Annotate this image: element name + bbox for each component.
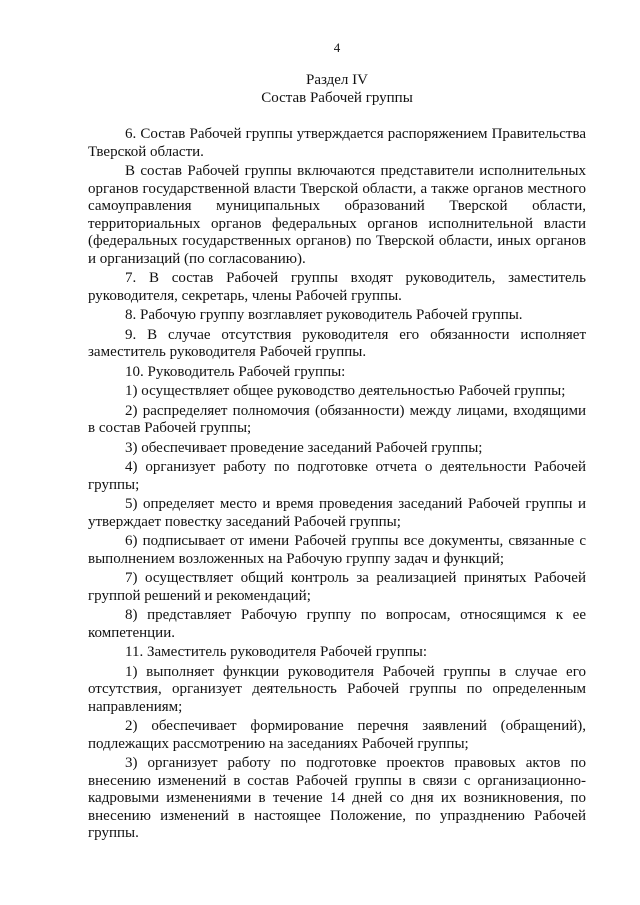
list-item: 8) представляет Рабочую группу по вопросам, относящимся к ее компетенции.: [88, 607, 586, 641]
list-item: 5) определяет место и время проведения заседаний Рабочей группы и утверждает повестку заседаний Рабочей группы;: [88, 496, 586, 530]
list-item: 4) организует работу по подготовке отчета о деятельности Рабочей группы;: [88, 459, 586, 493]
list-item: 3) организует работу по подготовке проектов правовых актов по внесению изменений в состав Рабочей группы в связи с организационно-кадровыми изменениями в течение 14 дней со дня их возникновения, по внесению изменений в настоящее Положение, по упразднению Рабочей группы.: [88, 755, 586, 841]
paragraph: 7. В состав Рабочей группы входят руководитель, заместитель руководителя, секретарь, члены Рабочей группы.: [88, 270, 586, 304]
paragraph: В состав Рабочей группы включаются представители исполнительных органов государственной власти Тверской области, а также органов местного самоуправления муниципальных образований Тверской области, территориальных органов федеральных органов исполнительной власти (федеральных государственных органов) по Тверской области, иных органов и организаций (по согласованию).: [88, 163, 586, 267]
list-item: 1) выполняет функции руководителя Рабочей группы в случае его отсутствия, организует деятельность Рабочей группы по определенным направлениям;: [88, 663, 586, 715]
paragraph: 9. В случае отсутствия руководителя его обязанности исполняет заместитель руководителя Рабочей группы.: [88, 326, 586, 360]
section-title: Состав Рабочей группы: [261, 90, 413, 106]
paragraph: 10. Руководитель Рабочей группы:: [125, 363, 346, 380]
list-item: 7) осуществляет общий контроль за реализацией принятых Рабочей группой решений и рекомендаций;: [88, 570, 586, 604]
document-page: [88, 40, 586, 845]
list-item: 1) осуществляет общее руководство деятельностью Рабочей группы;: [125, 383, 566, 399]
list-item: 3) обеспечивает проведение заседаний Рабочей группы;: [125, 439, 483, 456]
list-item: 2) распределяет полномочия (обязанности) между лицами, входящими в состав Рабочей группы;: [88, 402, 586, 436]
page-number: 4: [333, 40, 341, 55]
paragraph: 11. Заместитель руководителя Рабочей группы:: [125, 644, 428, 660]
list-item: 6) подписывает от имени Рабочей группы все документы, связанные с выполнением возложенных на Рабочую группу задач и функций;: [88, 533, 586, 567]
list-item: 2) обеспечивает формирование перечня заявлений (обращений), подлежащих рассмотрению на заседаниях Рабочей группы;: [88, 718, 586, 752]
section-label: Раздел IV: [305, 72, 368, 88]
paragraph: 8. Рабочую группу возглавляет руководитель Рабочей группы.: [125, 307, 523, 323]
paragraph: 6. Состав Рабочей группы утверждается распоряжением Правительства Тверской области.: [88, 126, 586, 160]
